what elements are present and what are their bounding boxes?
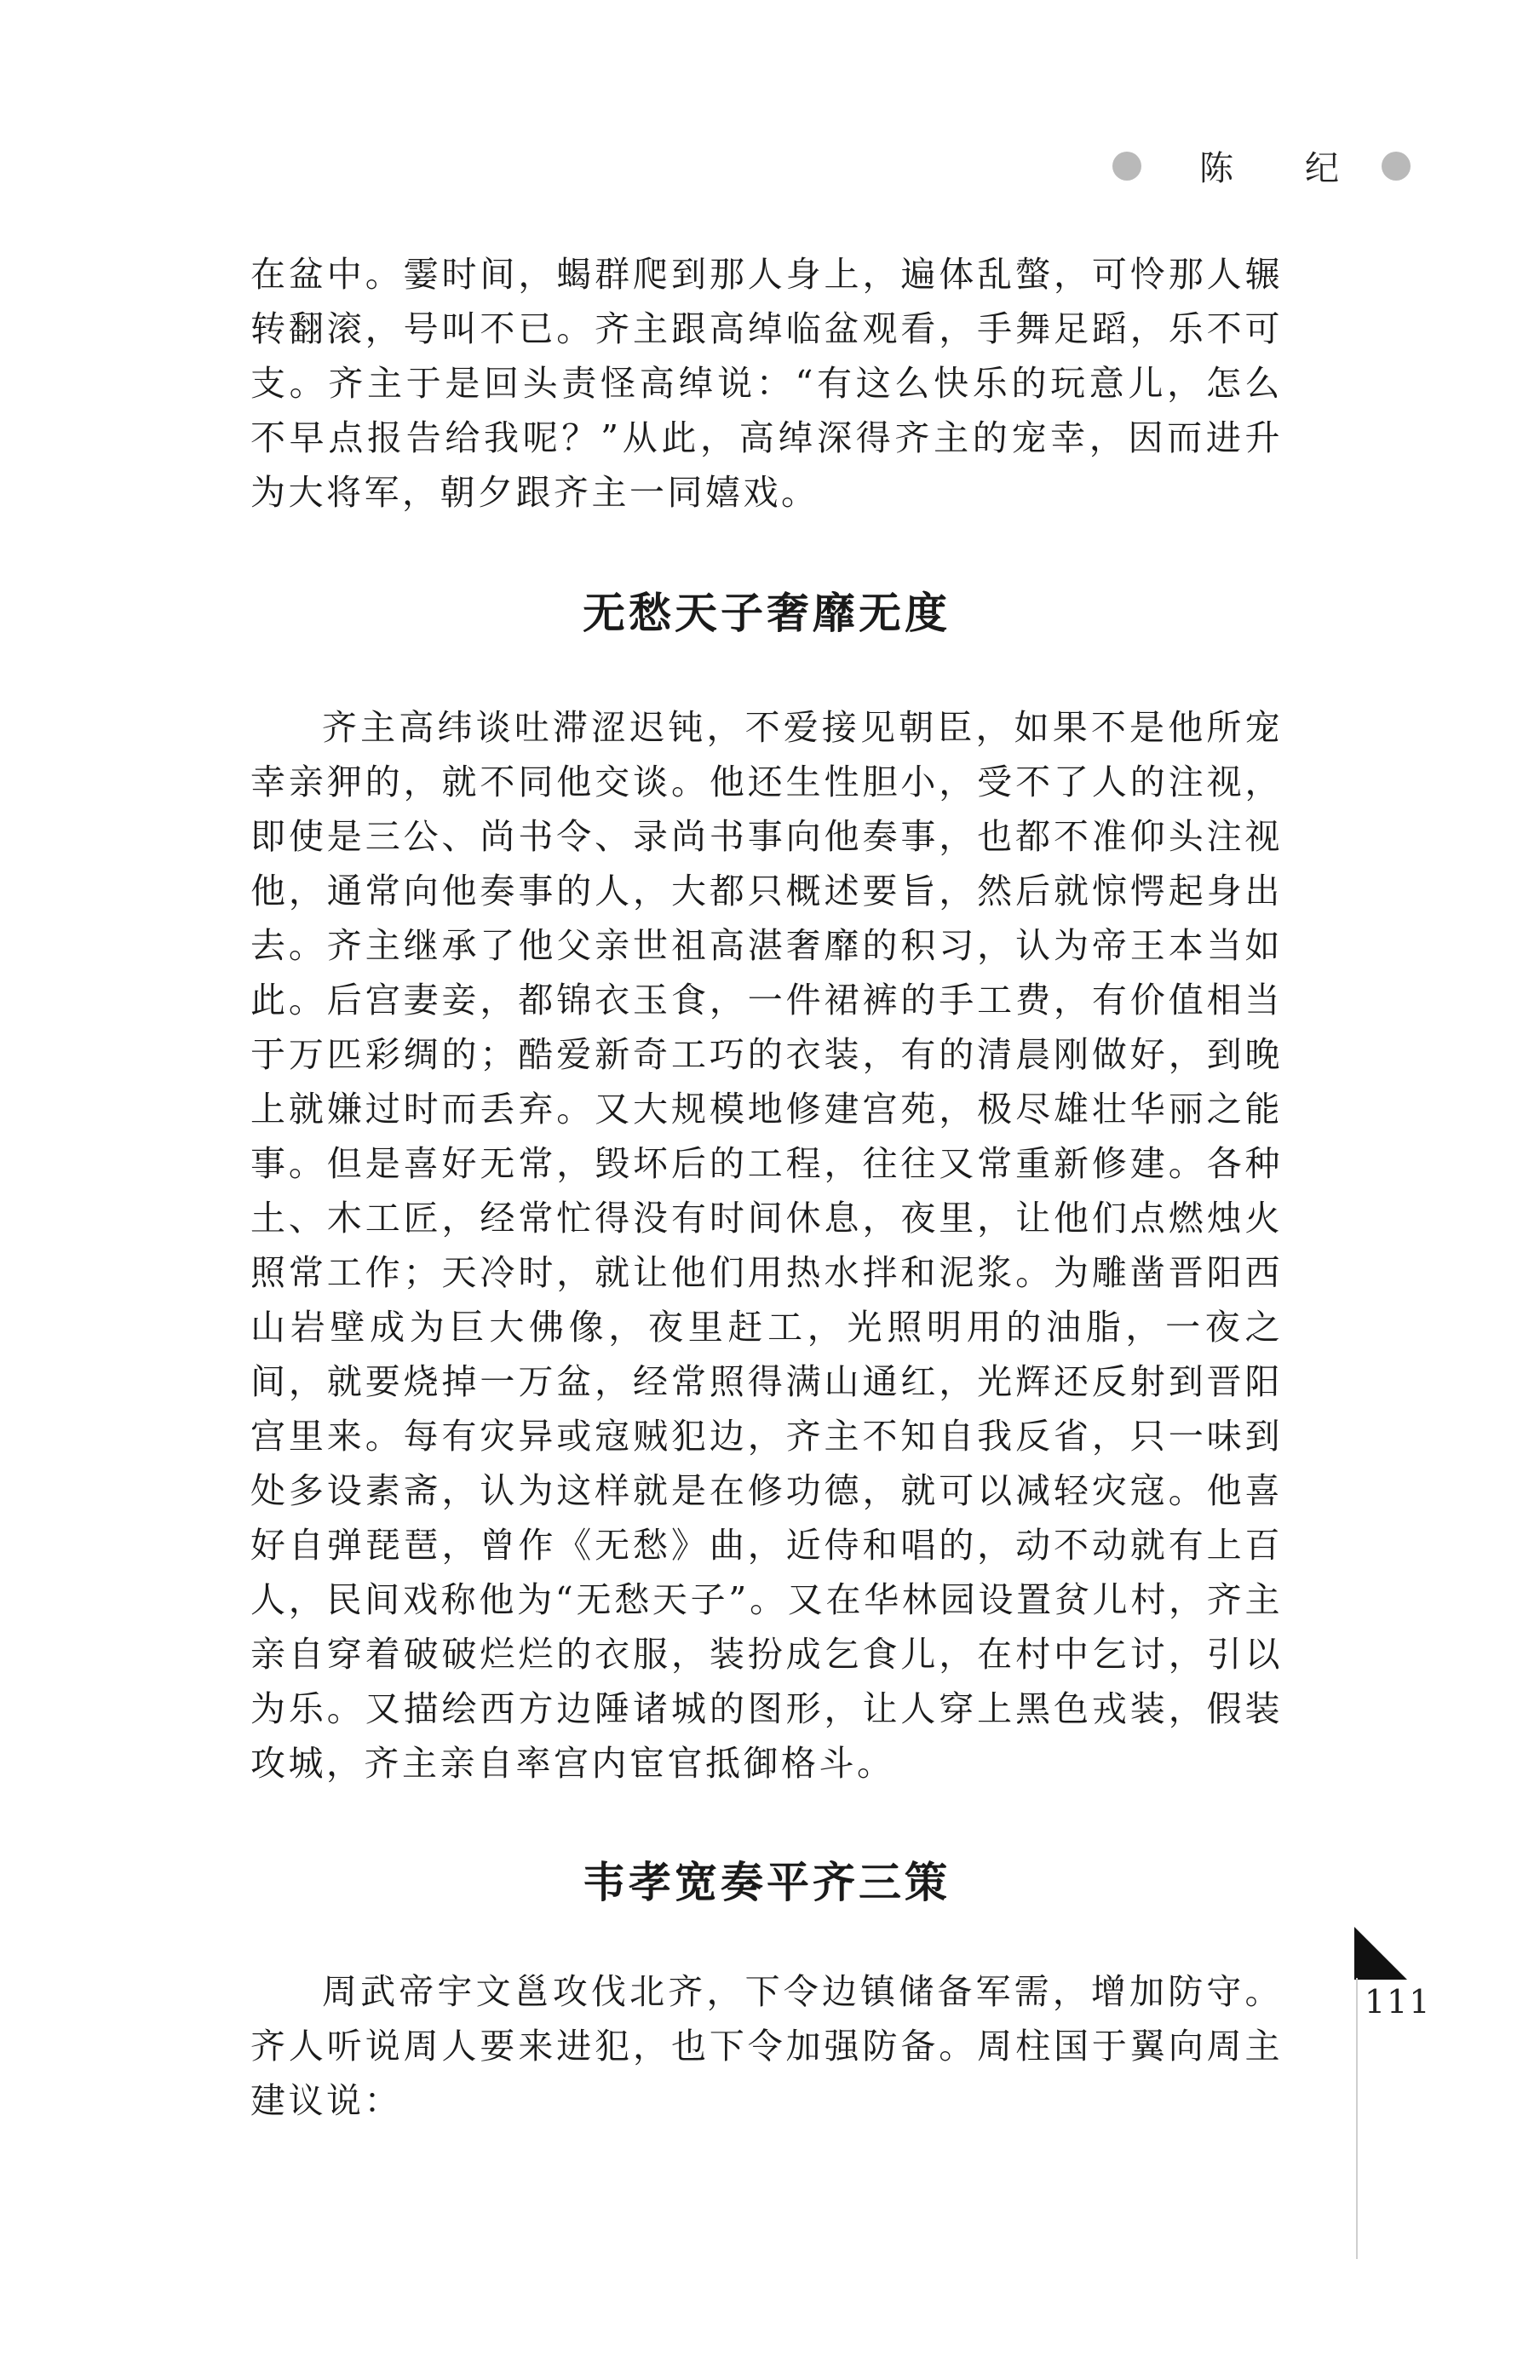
paragraph-continued: 在盆中。霎时间，蝎群爬到那人身上，遍体乱螫，可怜那人辗转翻滚，号叫不已。齐主跟高绰临盆观看，手舞足蹈，乐不可支。齐主于是回头责怪高绰说：“有这么快乐的玩意儿，怎么不早点报告给我呢？”从此，高绰深得齐主的宠幸，因而进升为大将军，朝夕跟齐主一同嬉戏。 — [250, 254, 1283, 513]
paragraph-section-2: 周武帝宇文邕攻伐北齐，下令边镇储备军需，增加防守。齐人听说周人要来进犯，也下令加强防备。周柱国于翼向周主建议说： — [250, 1971, 1283, 2121]
section-title-2: 韦孝宽奏平齐三策 — [583, 1858, 951, 1907]
header-dot-left-icon — [1112, 152, 1141, 181]
page-number: 111 — [1365, 1983, 1432, 2021]
page-body — [250, 247, 1283, 2128]
margin-rule — [1356, 1978, 1358, 2259]
header-char-2: 纪 — [1305, 149, 1339, 188]
section-title-1: 无愁天子奢靡无度 — [583, 589, 951, 638]
page-corner-triangle-icon — [1354, 1927, 1407, 1980]
paragraph-section-1: 齐主高纬谈吐滞涩迟钝，不爱接见朝臣，如果不是他所宠幸亲狎的，就不同他交谈。他还生性胆小，受不了人的注视，即使是三公、尚书令、录尚书事向他奏事，也都不准仰头注视他，通常向他奏事的人，大都只概述要旨，然后就惊愕起身出去。齐主继承了他父亲世祖高湛奢靡的积习，认为帝王本当如此。后宫妻妾，都锦衣玉食，一件裙裤的手工费，有价值相当于万匹彩绸的；酷爱新奇工巧的衣装，有的清晨刚做好，到晚上就嫌过时而丢弃。又大规模地修建宫苑，极尽雄壮华丽之能事。但是喜好无常，毁坏后的工程，往往又常重新修建。各种土、木工匠，经常忙得没有时间休息，夜里，让他们点燃烛火照常工作；天冷时，就让他们用热水拌和泥浆。为雕凿晋阳西山岩壁成为巨大佛像，夜里赶工，光照明用的油脂，一夜之间，就要烧掉一万盆，经常照得满山通红，光辉还反射到晋阳宫里来。每有灾异或寇贼犯边，齐主不知自我反省，只一味到处多设素斋，认为这样就是在修功德，就可以减轻灾寇。他喜好自弹琵琶，曾作《无愁》曲，近侍和唱的，动不动就有上百人，民间戏称他为“无愁天子”。又在华林园设置贫儿村，齐主亲自穿着破破烂烂的衣服，装扮成乞食儿，在村中乞讨，引以为乐。又描绘西方边陲诸城的图形，让人穿上黑色戎装，假装攻城，齐主亲自率宫内宦官抵御格斗。 — [250, 707, 1283, 1784]
header-dot-right-icon — [1382, 152, 1411, 181]
running-header — [1107, 143, 1431, 194]
header-char-1: 陈 — [1199, 149, 1233, 188]
